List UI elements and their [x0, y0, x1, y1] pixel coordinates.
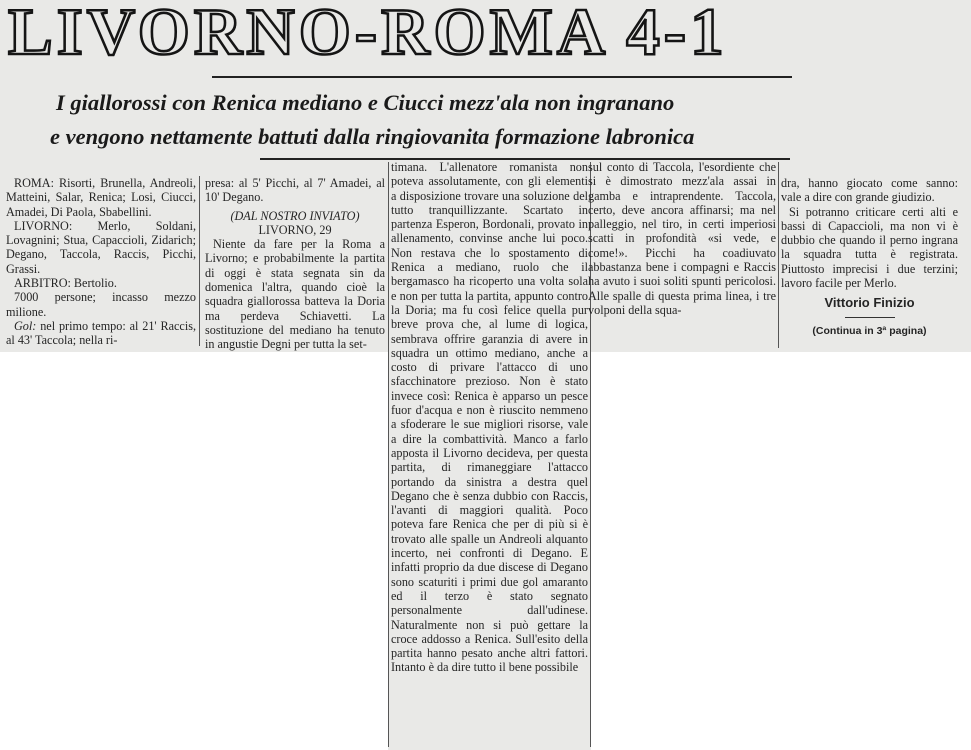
article-column-1 — [6, 176, 196, 348]
goals-label: Gol: — [14, 318, 37, 333]
headline-rule — [212, 76, 792, 78]
spectators — [6, 290, 196, 319]
inviato-credit: (DAL NOSTRO INVIATO) — [230, 208, 360, 223]
article-column-2 — [205, 176, 385, 352]
headline: LIVORNO-ROMA 4-1 — [8, 0, 728, 69]
article-body-start: Niente da fare per la Roma a Livorno; e probabilmente la partita di oggi è stata segnata sin da domenica l'altra, quando cioè la squadra giallorossa batteva la Doria ma perdeva Schiavetti. La sostituzione del mediano ha tenuto in angustie Degni per tutta la set- — [205, 237, 385, 352]
spectators-value: 7000 persone; incasso mezzo milione. — [6, 290, 196, 319]
column-divider — [388, 162, 389, 747]
article-body-conclusion: Si potranno criticare certi alti e bassi di Capaccioli, ma non vi è dubbio che quando il perno ingrana la squadra tutta è registrata. Piuttosto imprecisi i due terzini; lavoro facile per Merlo. — [781, 204, 958, 291]
goals-value: nel primo tempo: al 21' Raccis, al 43' Taccola; nella ri- — [6, 318, 197, 348]
subheadline-line-1: I giallorossi con Renica mediano e Ciucci mezz'ala non ingranano — [56, 90, 675, 115]
article-column-5 — [781, 176, 958, 338]
article-column-3 — [391, 160, 588, 675]
column-divider — [199, 176, 200, 346]
roma-lineup: ROMA: Risorti, Brunella, Andreoli, Matteini, Salar, Renica; Losi, Ciucci, Amadei, Di Paola, Sbabellini. — [6, 176, 196, 219]
livorno-lineup: LIVORNO: Merlo, Soldani, Lovagnini; Stua, Capaccioli, Zidarich; Degano, Taccola, Raccis, Picchi, Grassi. — [6, 218, 196, 276]
referee: ARBITRO: Bertolio. — [14, 276, 117, 291]
author-signature: Vittorio Finizio — [824, 295, 915, 311]
continued-note: (Continua in 3ª pagina) — [812, 324, 927, 337]
goals-continued: presa: al 5' Picchi, al 7' Amadei, al 10' Degano. — [205, 176, 385, 205]
signature-rule — [845, 317, 895, 318]
article-body-continued: dra, hanno giocato come sanno: vale a dire con grande giudizio. — [781, 176, 958, 205]
goals — [6, 319, 196, 348]
article-body-continued: timana. L'allenatore romanista non poteva assolutamente, con gli elementi a disposizione trovare una soluzione del tutto tranquillizzante. Scartato in partenza Esperon, Bordonali, provato in allenamento, convinse anche lui poco. Non restava che lo spostamento di Renica a mediano, ruolo che il bergamasco ha ricoperto una volta sola e non per tutta la partita, appunto contro la Doria; ma fu così felice quella pur breve prova che, al lume di logica, sembrava offrire garanzia di avere in squadra un ottimo mediano, anche a costo di privare l'attacco di uno sfacchinatore prezioso. Non è stato invece così: Renica è apparso un pesce fuor d'acqua e non è riuscito nemmeno a sfoderare le sue migliori risorse, vale a dire la combattività. Manco a farlo apposta il Livorno decideva, per questa partita, di rimaneggiare l'attacco portando da sinistra a destra quel Degano che è senza dubbio con Raccis, l'avanti di maggiori qualità. Poco poteva fare Renica che per di più si è trovato alle spalle un Andreoli alquanto incerto, nei confronti di Degano. E infatti proprio da due discese di Degano sono scaturiti i primi due gol amaranto ed il terzo è stato segnato personalmente dall'udinese. Naturalmente non si può gettare la croce addosso a Renica. Sull'esito della partita hanno pesato anche altri fattori. Intanto è da dire tutto il bene possibile — [391, 160, 588, 675]
article-body-continued: sul conto di Taccola, l'esordiente che si è dimostrato mezz'ala assai in gamba e intraprendente. Taccola, certo, deve ancora affinarsi; ma nel palleggio, nel tiro, in certi imperiosi scatti in profondità «si vede, e come!». Picchi ha coadiuvato abbastanza bene i compagni e Raccis ha avuto i suoi soliti spunti pericolosi. Alle spalle di questa prima linea, i tre volponi della squa- — [588, 160, 776, 317]
dateline: LIVORNO, 29 — [258, 222, 332, 237]
article-column-4 — [588, 160, 776, 317]
column-divider — [778, 162, 779, 348]
subheadline-line-2: e vengono nettamente battuti dalla ringiovanita formazione labronica — [50, 124, 695, 149]
